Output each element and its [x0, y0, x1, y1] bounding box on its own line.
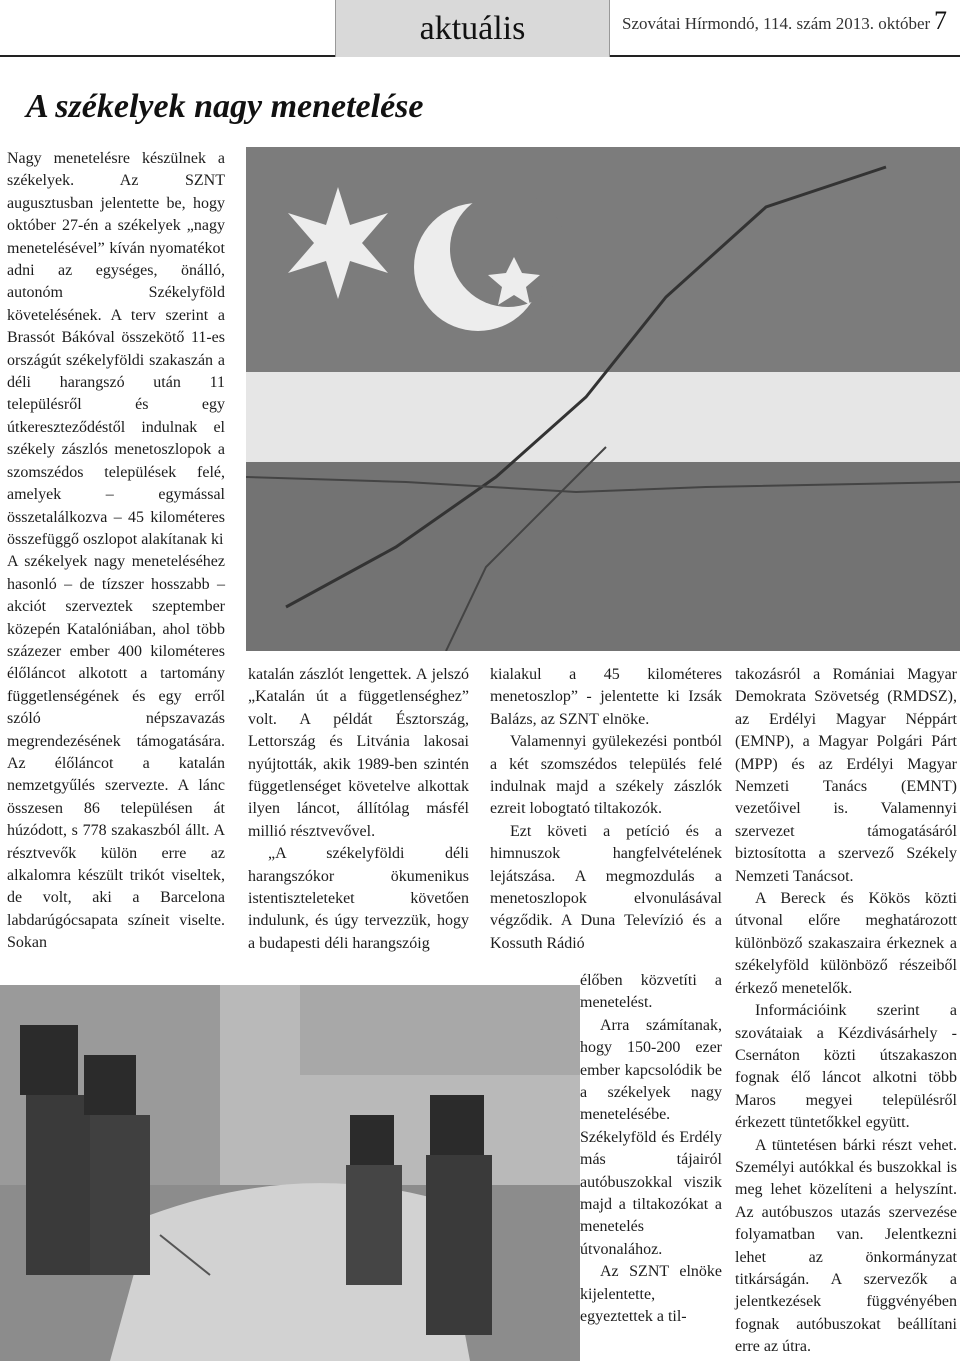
paragraph: Ezt követi a petíció és a himnuszok hangfelvételének lejátszása. A megmozdulás a menetoszlopok elvonulásával végződik. A Duna Televízió és a Kossuth Rádió — [490, 822, 722, 952]
section-tab — [335, 0, 610, 57]
parade-photo — [0, 985, 580, 1361]
paragraph: Információink szerint a szovátaiak a Kézdivásárhely - Csernáton közti útszakaszon fognak élő láncot alkotni több Maros megyei településről érkezett tüntetőkkel együtt. — [735, 1002, 957, 1132]
paragraph: A Bereck és Kökös közti útvonal előre meghatározott különböző szakaszaira érkeznek a székelyföld különböző részeiből érkező menetelők. — [735, 890, 957, 997]
article-column-1 — [7, 148, 225, 955]
article-column-3-continued — [580, 970, 722, 1329]
publication-info: Szovátai Hírmondó, 114. szám 2013. október — [622, 14, 931, 33]
section-title: aktuális — [419, 9, 526, 47]
paragraph: takozásról a Romániai Magyar Demokrata Szövetség (RMDSZ), az Erdélyi Magyar Néppárt (EMNP), a Magyar Polgári Párt (MPP) és az Erdélyi Magyar Nemzeti Tanács (EMNT) vezetőivel is. Valamennyi szervezet támogatásáról biztosította a szervező Székely Nemzeti Tanácsot. — [735, 666, 957, 885]
article-headline: A székelyek nagy menetelése — [26, 88, 424, 125]
paragraph: A tüntetésen bárki részt vehet. Személyi autókkal és buszokkal is meg lehet közelíteni a helyszínt. Az autóbuszos utazás szervezése folyamatban van. Jelentkezni lehet az önkormányzat titkárságán. A szervezők a jelentkezések függvényében fognak autóbuszokat beállítani erre az útra. — [735, 1136, 957, 1356]
paragraph: „A székelyföldi déli harangszókor ökumenikus istentiszteleteket követően indulunk, és úgy tervezzük, hogy a budapesti déli harangszóig — [248, 845, 469, 952]
paragraph: élőben közvetíti a menetelést. — [580, 972, 722, 1012]
paragraph: A székelyek nagy meneteléséhez hasonló – de tízszer hosszabb – akciót szerveztek szeptember közepén Katalóniában, ahol több százezer ember 400 kilométeres élőláncot alkotott a tartomány függetlenségének és egy erről szóló népszavazás megrendezésének támogatására. Az élőláncot a katalán nemzetgyűlés szervezte. A lánc összesen 86 településen át húzódott, s 778 szakaszból állt. A résztvevők külön erre az alkalomra készült trikót viseltek, de volt, aki a Barcelona labdarúgócsapata színeit viselte. Sokan — [7, 553, 225, 952]
article-column-2 — [248, 664, 469, 955]
paragraph: Az SZNT elnöke kijelentette, egyeztettek a til- — [580, 1263, 722, 1326]
page-number: 7 — [934, 6, 947, 35]
flag-map-photo — [246, 147, 960, 651]
paragraph: Arra számítanak, hogy 150-200 ezer ember kapcsolódik be a székelyek nagy menetelésébe. Székelyföld és Erdély más tájairól autóbuszokkal viszik majd a tiltakozókat a menetelés útvonalához. — [580, 1016, 722, 1258]
paragraph: Nagy menetelésre készülnek a székelyek. Az SZNT augusztusban jelentette be, hogy október 27-én a székelyek „nagy menetelésével” kíván nyomatékot adni az egységes, önálló, autonóm Székelyföld követelésének. A terv szerint a Brassót Bákóval összekötő 11-es országút székelyföldi szakaszán a déli harangszó után 11 településről és egy útkereszteződéstől indulnak el székely zászlós menetoszlopok a szomszédos települések felé, amelyek – egymással összetalálkozva – 45 kilométeres összefüggő oszlopot alakítanak ki — [7, 150, 225, 548]
paragraph: Valamennyi gyülekezési pontból a két szomszédos település felé indulnak majd a székely zászlók ezreit lobogtató tiltakozók. — [490, 733, 722, 818]
paragraph: katalán zászlót lengettek. A jelszó „Katalán út a függetlenséghez” volt. A példát Észtország, Lettország és Litvánia lakosai nyújtották, akik 1989-ben szintén függetlenséget követelve alkottak ilyen láncot, állítólag másfél millió résztvevővel. — [248, 666, 469, 840]
paragraph: kialakul a 45 kilométeres menetoszlop” - jelentette ki Izsák Balázs, az SZNT elnöke. — [490, 666, 722, 728]
article-column-4 — [735, 664, 957, 1359]
article-column-3 — [490, 664, 722, 955]
